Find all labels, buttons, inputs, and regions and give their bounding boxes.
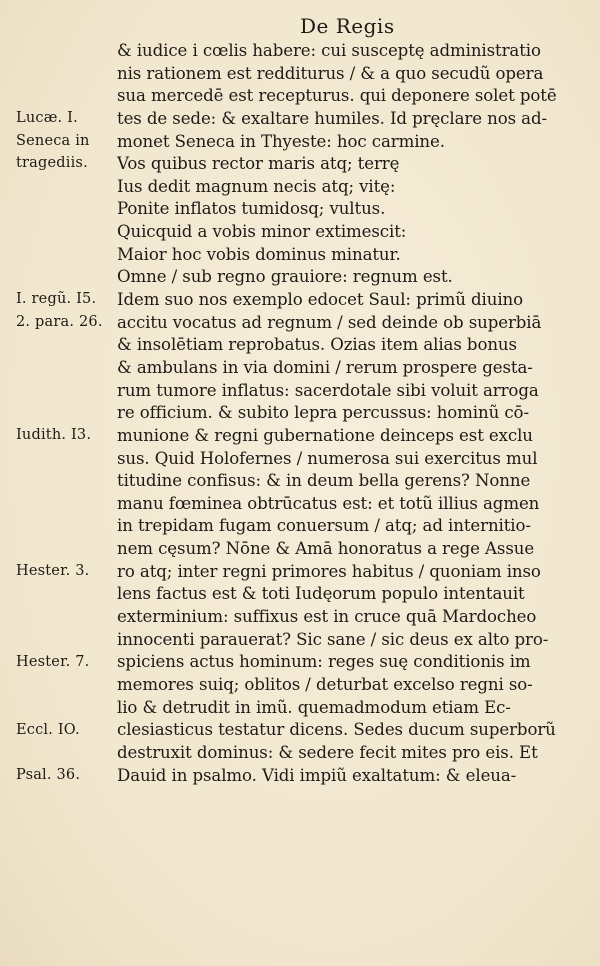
text-line: clesiasticus testatur dicens. Sedes ducum superborũ [117,720,556,740]
text-line: Vos quibus rector maris atq; terrę [117,154,400,174]
text-line: & ambulans in via domini / rerum prospere gesta- [117,357,533,377]
text-line: in trepidam fugam conuersum / atq; ad internitio- [117,516,531,536]
marginal-reference: Seneca in [16,132,90,149]
running-head: De Regis [300,14,395,38]
text-line: accitu vocatus ad regnum / sed deinde ob superbiā [117,312,542,332]
text-line: nem cęsum? Nōne & Amā honoratus a rege Assue [117,539,535,559]
text-line: spiciens actus hominum: reges suę conditionis im [117,652,531,672]
text-line: Maior hoc vobis dominus minatur. [117,244,401,264]
text-line: lens factus est & toti Iudęorum populo intentauit [117,584,525,604]
text-line: destruxit dominus: & sedere fecit mites pro eis. Et [117,742,538,762]
marginal-reference: 2. para. 26. [16,313,103,330]
text-line: Ius dedit magnum necis atq; vitę: [117,176,396,196]
text-line: innocenti parauerat? Sic sane / sic deus ex alto pro- [117,629,549,649]
text-line: titudine confisus: & in deum bella gerens? Nonne [117,471,531,491]
marginal-reference: I. regũ. I5. [16,291,97,308]
body-text [117,40,557,787]
text-line: lio & detrudit in imũ. quemadmodum etiam Ec- [117,697,511,717]
marginal-reference: Psal. 36. [16,766,81,783]
text-line: & insolētiam reprobatus. Ozias item alias bonus [117,335,517,355]
marginal-reference: tragediis. [16,155,88,172]
text-line: & iudice i cœlis habere: cui susceptę administratio [117,41,541,60]
text-line: Quicquid a vobis minor extimescit: [117,222,407,242]
marginal-reference: Hester. 7. [16,653,90,670]
marginal-reference: Hester. 3. [16,562,90,579]
marginal-reference: Iudith. I3. [16,427,92,444]
text-line: rum tumore inflatus: sacerdotale sibi voluit arroga [117,380,539,400]
text-line: nis rationem est redditurus / & a quo secudũ opera [117,63,544,83]
text-line: re officium. & subito lepra percussus: hominũ cō- [117,403,529,423]
text-line: exterminium: suffixus est in cruce quā Mardocheo [117,607,537,627]
text-line: manu fœminea obtrūcatus est: et totũ illius agmen [117,493,540,513]
marginal-reference: Lucæ. I. [16,109,78,126]
text-line: ro atq; inter regni primores habitus / quoniam inso [117,561,541,581]
text-line: tes de sede: & exaltare humiles. Id pręclare nos ad- [117,108,547,128]
text-line: Ponite inflatos tumidosq; vultus. [117,199,386,219]
text-line: memores suiq; oblitos / deturbat excelso regni so- [117,674,533,694]
text-line: Omne / sub regno grauiore: regnum est. [117,267,453,287]
text-line: sus. Quid Holofernes / numerosa sui exercitus mul [117,448,538,468]
text-line: Idem suo nos exemplo edocet Saul: primũ diuino [117,290,524,310]
marginal-reference: Eccl. IO. [16,721,80,738]
text-line: monet Seneca in Thyeste: hoc carmine. [117,131,445,151]
text-line: Dauid in psalmo. Vidi impiũ exaltatum: & eleua- [117,765,517,785]
text-line: munione & regni gubernatione deinceps est exclu [117,425,533,445]
text-line: sua mercedē est recepturus. qui deponere solet potē [117,86,557,106]
